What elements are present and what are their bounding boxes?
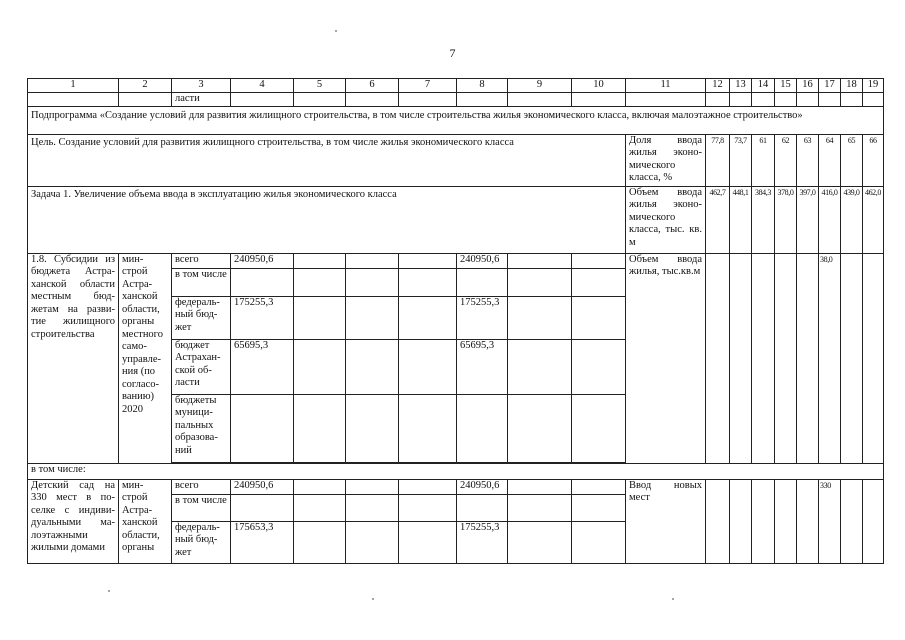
- subprogram-row: [28, 106, 884, 134]
- measure-row: [28, 253, 884, 268]
- object-name: Детский сад на 330 мест в по-селке с индиви-дуальными ма-лоэтажными жилыми домами: [28, 479, 119, 563]
- task-value: 462,0: [863, 186, 884, 253]
- col-num: 10: [572, 79, 626, 93]
- task-value: 378,0: [775, 186, 797, 253]
- col-num: 5: [294, 79, 346, 93]
- including-label: в том числе:: [28, 463, 884, 479]
- goal-row: [28, 134, 884, 186]
- funding-source: всего: [172, 253, 231, 268]
- goal-value: 73,7: [730, 134, 752, 186]
- funding-source: всего: [172, 479, 231, 494]
- amount-col8: 175255,3: [457, 521, 508, 563]
- col-num: 8: [457, 79, 508, 93]
- task-value: 384,3: [752, 186, 775, 253]
- continuation-row: [28, 93, 884, 107]
- object-indicator: Ввод новых мест: [626, 479, 706, 563]
- col-num: 11: [626, 79, 706, 93]
- amount-col8: 65695,3: [457, 339, 508, 394]
- goal-indicator: Доля ввода жилья эконо-мического класса, %: [626, 134, 706, 186]
- col-num: 15: [775, 79, 797, 93]
- amount-col4: 240950,6: [231, 479, 294, 494]
- goal-value: 66: [863, 134, 884, 186]
- col-num: 7: [399, 79, 457, 93]
- object-executor: мин-строй Астра-ханской области, органы: [119, 479, 172, 563]
- col-num: 1: [28, 79, 119, 93]
- scan-speck: [108, 590, 110, 592]
- col-num: 2: [119, 79, 172, 93]
- measure-executor: мин-строй Астра-ханской области, органы местного само-управле-ния (по согласо-ванию) 2020: [119, 253, 172, 463]
- task-value: 416,0: [819, 186, 841, 253]
- col-num: 19: [863, 79, 884, 93]
- goal-value: 62: [775, 134, 797, 186]
- col-num: 18: [841, 79, 863, 93]
- object-row: [28, 479, 884, 494]
- including-row: [28, 463, 884, 479]
- measure-name: 1.8. Субсидии из бюджета Астра-ханской области местным бюд-жетам на разви-тие жилищного строительства: [28, 253, 119, 463]
- goal-value: 77,8: [706, 134, 730, 186]
- col-num: 12: [706, 79, 730, 93]
- task-value: 439,0: [841, 186, 863, 253]
- col-num: 13: [730, 79, 752, 93]
- amount-col4: 175255,3: [231, 296, 294, 339]
- amount-col4: 175653,3: [231, 521, 294, 563]
- col-num: 17: [819, 79, 841, 93]
- task-text: Задача 1. Увеличение объема ввода в эксплуатацию жилья экономического класса: [28, 186, 626, 253]
- task-row: [28, 186, 884, 253]
- task-value: 462,7: [706, 186, 730, 253]
- goal-value: 64: [819, 134, 841, 186]
- goal-value: 65: [841, 134, 863, 186]
- continuation-text: ласти: [172, 93, 231, 107]
- col-num: 9: [508, 79, 572, 93]
- col-num: 14: [752, 79, 775, 93]
- amount-col8: 175255,3: [457, 296, 508, 339]
- funding-source: в том числе: [172, 268, 231, 296]
- col-num: 3: [172, 79, 231, 93]
- task-value: 448,1: [730, 186, 752, 253]
- amount-col8: 240950,6: [457, 253, 508, 268]
- funding-source: в том числе: [172, 494, 231, 521]
- scan-speck: [672, 598, 674, 600]
- scan-speck: [335, 30, 337, 32]
- scan-speck: [372, 598, 374, 600]
- col-num: 16: [797, 79, 819, 93]
- page-number: 7: [449, 46, 456, 60]
- subprogram-title: Подпрограмма «Создание условий для развития жилищного строительства, в том числе строительства жилья экономического класса, включая малоэтажное строительство»: [28, 106, 884, 134]
- funding-source: бюджеты муници-пальных образова-ний: [172, 394, 231, 462]
- amount-col8: 240950,6: [457, 479, 508, 494]
- col-num: 6: [346, 79, 399, 93]
- measure-indicator: Объем ввода жилья, тыс.кв.м: [626, 253, 706, 463]
- goal-value: 61: [752, 134, 775, 186]
- column-number-row: [28, 79, 884, 93]
- task-indicator: Объем ввода жилья эконо-мического класса, тыс. кв. м: [626, 186, 706, 253]
- program-table: [27, 78, 884, 564]
- goal-value: 63: [797, 134, 819, 186]
- amount-col4: 240950,6: [231, 253, 294, 268]
- funding-source: федераль-ный бюд-жет: [172, 296, 231, 339]
- measure-col17-value: 38,0: [819, 253, 841, 463]
- funding-source: бюджет Астрахан-ской об-ласти: [172, 339, 231, 394]
- funding-source: федераль-ный бюд-жет: [172, 521, 231, 563]
- col-num: 4: [231, 79, 294, 93]
- amount-col4: 65695,3: [231, 339, 294, 394]
- task-value: 397,0: [797, 186, 819, 253]
- goal-text: Цель. Создание условий для развития жилищного строительства, в том числе жилья экономического класса: [28, 134, 626, 186]
- object-col17-value: 330: [819, 479, 841, 563]
